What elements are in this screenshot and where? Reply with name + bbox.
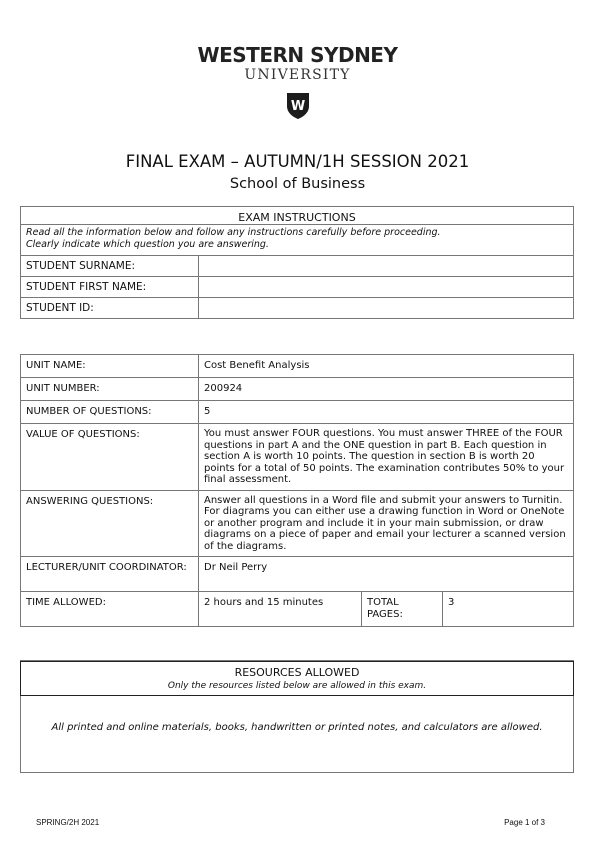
resources-subheading: Only the resources listed below are allowed in this exam. xyxy=(167,681,427,691)
lecturer-value: Dr Neil Perry xyxy=(199,557,574,592)
university-shield-icon xyxy=(286,92,310,120)
question-value-text: You must answer FOUR questions. You must answer THREE of the FOUR questions in part A and the ONE question in part B. Each question in section A is worth 10 points. The question in section B is worth 20 points for a total of 50 points. The examination contributes 50% to your final assessment. xyxy=(199,424,574,491)
resources-header xyxy=(20,661,574,696)
footer-session: SPRING/2H 2021 xyxy=(36,818,100,827)
question-count-label: NUMBER OF QUESTIONS: xyxy=(21,401,199,424)
first-name-field[interactable] xyxy=(199,277,574,298)
question-value-label: VALUE OF QUESTIONS: xyxy=(21,424,199,491)
time-allowed-value: 2 hours and 15 minutes xyxy=(199,592,362,627)
university-logo xyxy=(190,44,405,120)
footer-page-number: Page 1 of 3 xyxy=(504,818,545,827)
surname-field[interactable] xyxy=(199,256,574,277)
logo-line-1: WESTERN SYDNEY xyxy=(197,43,398,67)
lecturer-label: LECTURER/UNIT COORDINATOR: xyxy=(21,557,199,592)
time-allowed-label: TIME ALLOWED: xyxy=(21,592,199,627)
unit-number-value: 200924 xyxy=(199,378,574,401)
resources-heading: RESOURCES ALLOWED xyxy=(234,666,360,679)
answering-text: Answer all questions in a Word file and submit your answers to Turnitin. For diagrams you can either use a drawing function in Word or OneNote or another program and include it in your main submission, or draw diagrams on a piece of paper and email your lecturer a scanned version of the diagrams. xyxy=(199,490,574,557)
instructions-line-2: Clearly indicate which question you are answering. xyxy=(26,239,269,250)
student-id-field[interactable] xyxy=(199,298,574,319)
unit-details-table xyxy=(20,354,574,627)
instructions-heading: EXAM INSTRUCTIONS xyxy=(21,207,574,225)
logo-line-2: UNIVERSITY xyxy=(244,67,351,83)
unit-name-label: UNIT NAME: xyxy=(21,355,199,378)
instructions-text xyxy=(21,225,574,256)
resources-allowed-box xyxy=(20,660,574,773)
school-name: School of Business xyxy=(229,176,366,192)
surname-label: STUDENT SURNAME: xyxy=(21,256,199,277)
question-count-value: 5 xyxy=(199,401,574,424)
unit-name-value: Cost Benefit Analysis xyxy=(199,355,574,378)
exam-title: FINAL EXAM – AUTUMN/1H SESSION 2021 xyxy=(125,152,470,171)
first-name-label: STUDENT FIRST NAME: xyxy=(21,277,199,298)
exam-instructions-table xyxy=(20,206,574,319)
resources-text: All printed and online materials, books, handwritten or printed notes, and calculators are allowed. xyxy=(51,722,543,733)
instructions-line-1: Read all the information below and follow any instructions carefully before proceeding. xyxy=(26,227,441,238)
total-pages-label: TOTAL PAGES: xyxy=(362,592,443,627)
shield-letter: W xyxy=(290,99,305,114)
total-pages-value: 3 xyxy=(443,592,574,627)
answering-label: ANSWERING QUESTIONS: xyxy=(21,490,199,557)
student-id-label: STUDENT ID: xyxy=(21,298,199,319)
unit-number-label: UNIT NUMBER: xyxy=(21,378,199,401)
